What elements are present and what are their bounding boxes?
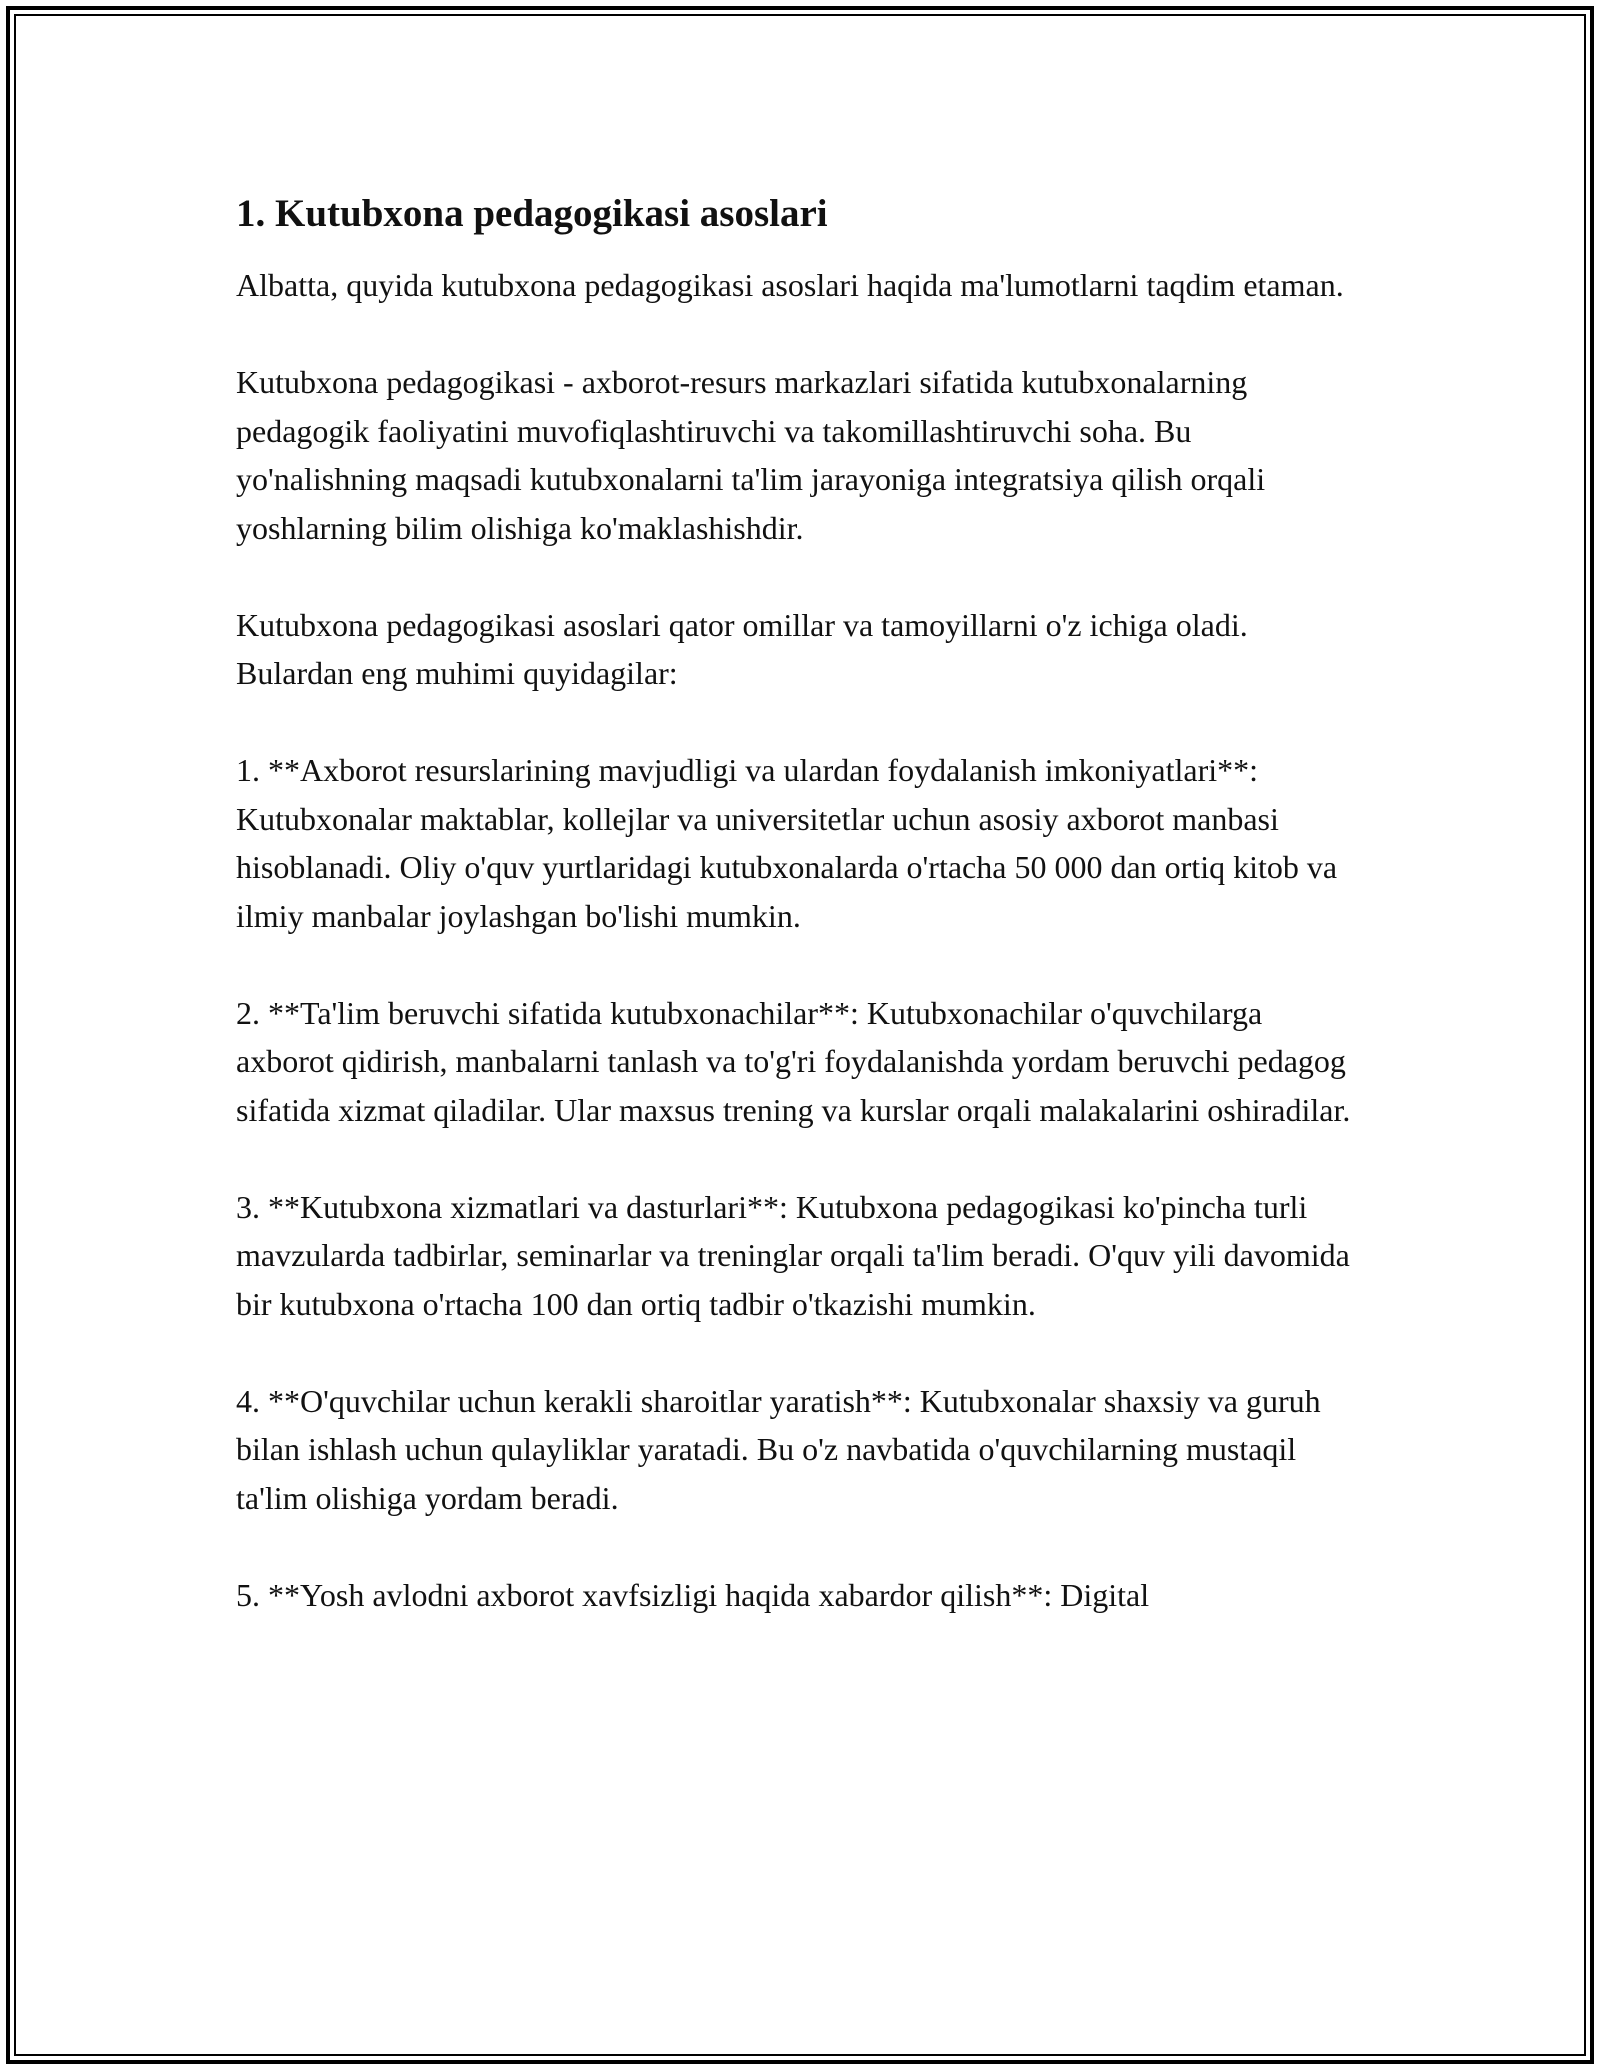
paragraph-principles: Kutubxona pedagogikasi asoslari qator omillar va tamoyillarni o'z ichiga oladi. Bulardan eng muhimi quyidagilar: (236, 606, 1248, 691)
list-item-3: 3. **Kutubxona xizmatlari va dasturlari**: Kutubxona pedagogikasi ko'pincha turli mavzularda tadbirlar, seminarlar va treninglar orqali ta'lim beradi. O'quv yili davomida bir kutubxona o'rtacha 100 dan ortiq tadbir o'tkazishi mumkin. (236, 1188, 1350, 1322)
list-item-1: 1. **Axborot resurslarining mavjudligi va ulardan foydalanish imkoniyatlari**: Kutubxonalar maktablar, kollejlar va universitetlar uchun asosiy axborot manbasi hisoblanadi. Oliy o'quv yurtlaridagi kutubxonalarda o'rtacha 50 000 dan ortiq kitob va ilmiy manbalar joylashgan bo'lishi mumkin. (236, 752, 1338, 934)
list-item-4: 4. **O'quvchilar uchun kerakli sharoitlar yaratish**: Kutubxonalar shaxsiy va guruh bilan ishlash uchun qulayliklar yaratadi. Bu o'z navbatida o'quvchilarning mustaqil ta'lim olishiga yordam beradi. (236, 1382, 1321, 1516)
document-title: 1. Kutubxona pedagogikasi asoslari (236, 192, 828, 235)
paragraph-definition: Kutubxona pedagogikasi - axborot-resurs markazlari sifatida kutubxonalarning pedagogik faoliyatini muvofiqlashtiruvchi va takomillashtiruvchi soha. Bu yo'nalishning maqsadi kutubxonalarni ta'lim jarayoniga integratsiya qilish orqali yoshlarning bilim olishiga ko'maklashishdir. (236, 364, 1266, 546)
document-body (236, 188, 1366, 1619)
paragraph-intro: Albatta, quyida kutubxona pedagogikasi asoslari haqida ma'lumotlarni taqdim etaman. (236, 267, 1344, 303)
list-item-5: 5. **Yosh avlodni axborot xavfsizligi haqida xabardor qilish**: Digital (236, 1576, 1150, 1613)
list-item-2: 2. **Ta'lim beruvchi sifatida kutubxonachilar**: Kutubxonachilar o'quvchilarga axborot qidirish, manbalarni tanlash va to'g'ri foydalanishda yordam beruvchi pedagog sifatida xizmat qiladilar. Ular maxsus trening va kurslar orqali malakalarini oshiradilar. (236, 994, 1351, 1128)
